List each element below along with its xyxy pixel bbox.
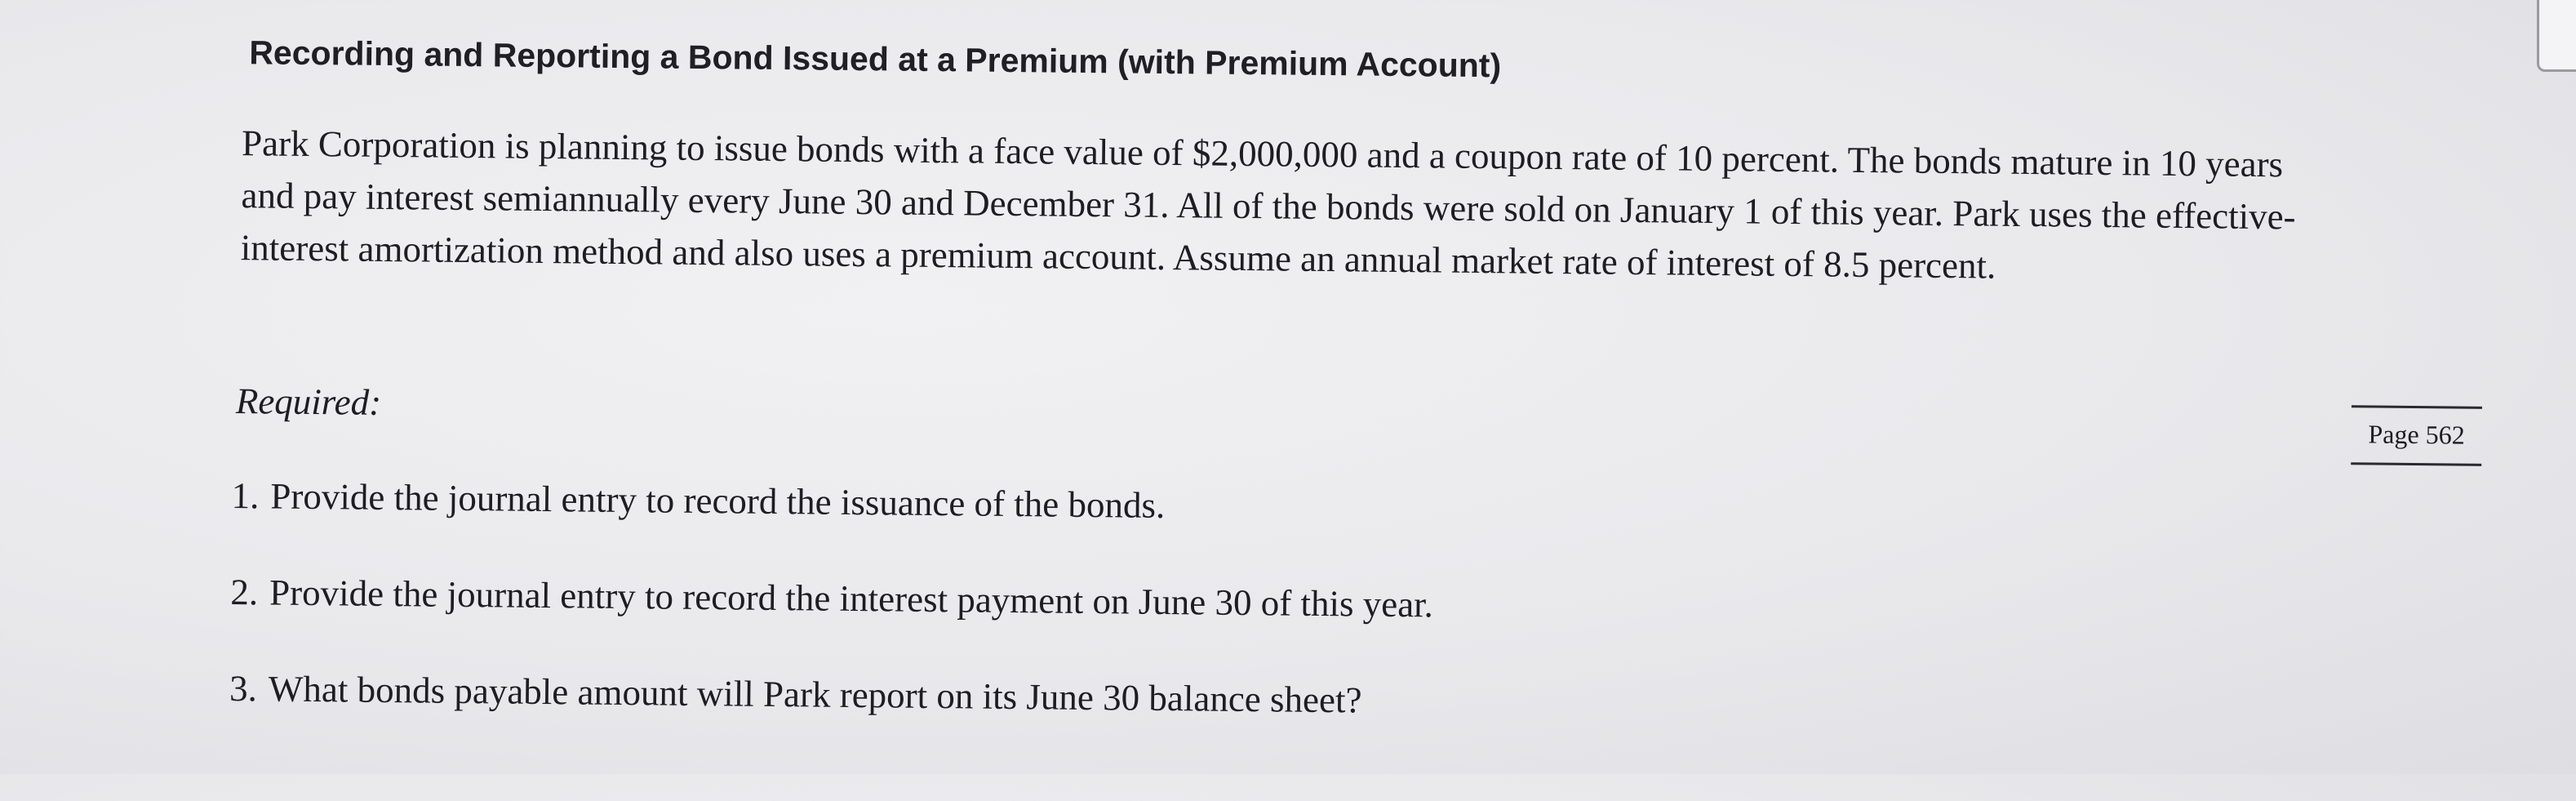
paragraph-line: Park Corporation is planning to issue bonds with a face value of $2,000,000 and a coupon rate of 10 percent. The bonds mature in 10 years	[241, 122, 2284, 185]
page-reference: Page 562	[2351, 405, 2482, 466]
paragraph-line: interest amortization method and also uses a premium account. Assume an annual market rate of interest of 8.5 percent.	[240, 227, 1996, 287]
question-text: What bonds payable amount will Park report on its June 30 balance sheet?	[268, 668, 1362, 721]
required-label: Required:	[235, 380, 382, 423]
question-number: 3.	[229, 667, 258, 710]
question-item	[231, 474, 1435, 583]
problem-title: Recording and Reporting a Bond Issued at a Premium (with Premium Account)	[249, 33, 1502, 85]
question-item	[229, 571, 1433, 679]
paragraph-line: and pay interest semiannually every June 30 and December 31. All of the bonds were sold on January 1 of this year. Park uses the effective-	[241, 175, 2296, 238]
question-item	[229, 667, 1432, 776]
corner-frame	[2537, 0, 2576, 72]
problem-paragraph	[241, 117, 2512, 297]
question-list	[229, 474, 1434, 776]
question-number: 1.	[231, 475, 260, 517]
question-text: Provide the journal entry to record the interest payment on June 30 of this year.	[269, 572, 1434, 625]
question-number: 2.	[230, 571, 259, 613]
question-text: Provide the journal entry to record the issuance of the bonds.	[270, 475, 1166, 526]
